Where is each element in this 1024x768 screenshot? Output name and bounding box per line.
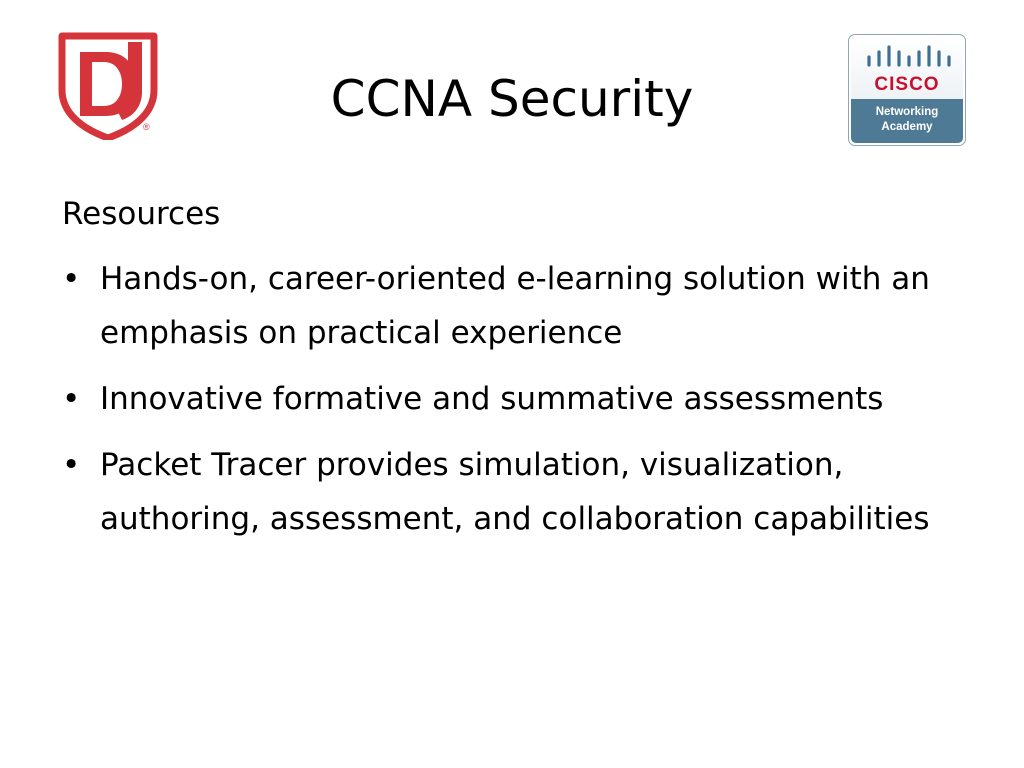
bullet-dot-icon: • (62, 381, 81, 417)
slide-title: CCNA Security (330, 70, 694, 128)
cisco-caption-line2: Academy (881, 121, 933, 133)
bullet-text: Innovative formative and summative assessments (100, 381, 884, 417)
bullet-text: Hands-on, career-oriented e-learning solution with an emphasis on practical experience (100, 261, 930, 351)
section-subheading: Resources (62, 196, 221, 232)
bullet-dot-icon: • (62, 447, 81, 483)
bullet-item (62, 438, 962, 546)
bullet-dot-icon: • (62, 261, 81, 297)
registered-mark: ® (143, 122, 150, 132)
cisco-badge-top (851, 37, 963, 99)
cisco-networking-academy-badge (848, 34, 966, 146)
bullet-item (62, 252, 962, 360)
cisco-badge-caption (851, 99, 963, 143)
cisco-bars-icon (865, 45, 953, 71)
bullet-text: Packet Tracer provides simulation, visualization, authoring, assessment, and collaboration capabilities (100, 447, 930, 537)
cisco-wordmark: CISCO (874, 74, 940, 95)
bullet-item (62, 372, 962, 426)
cisco-caption-line1: Networking (875, 106, 939, 118)
bullet-list (62, 252, 962, 558)
